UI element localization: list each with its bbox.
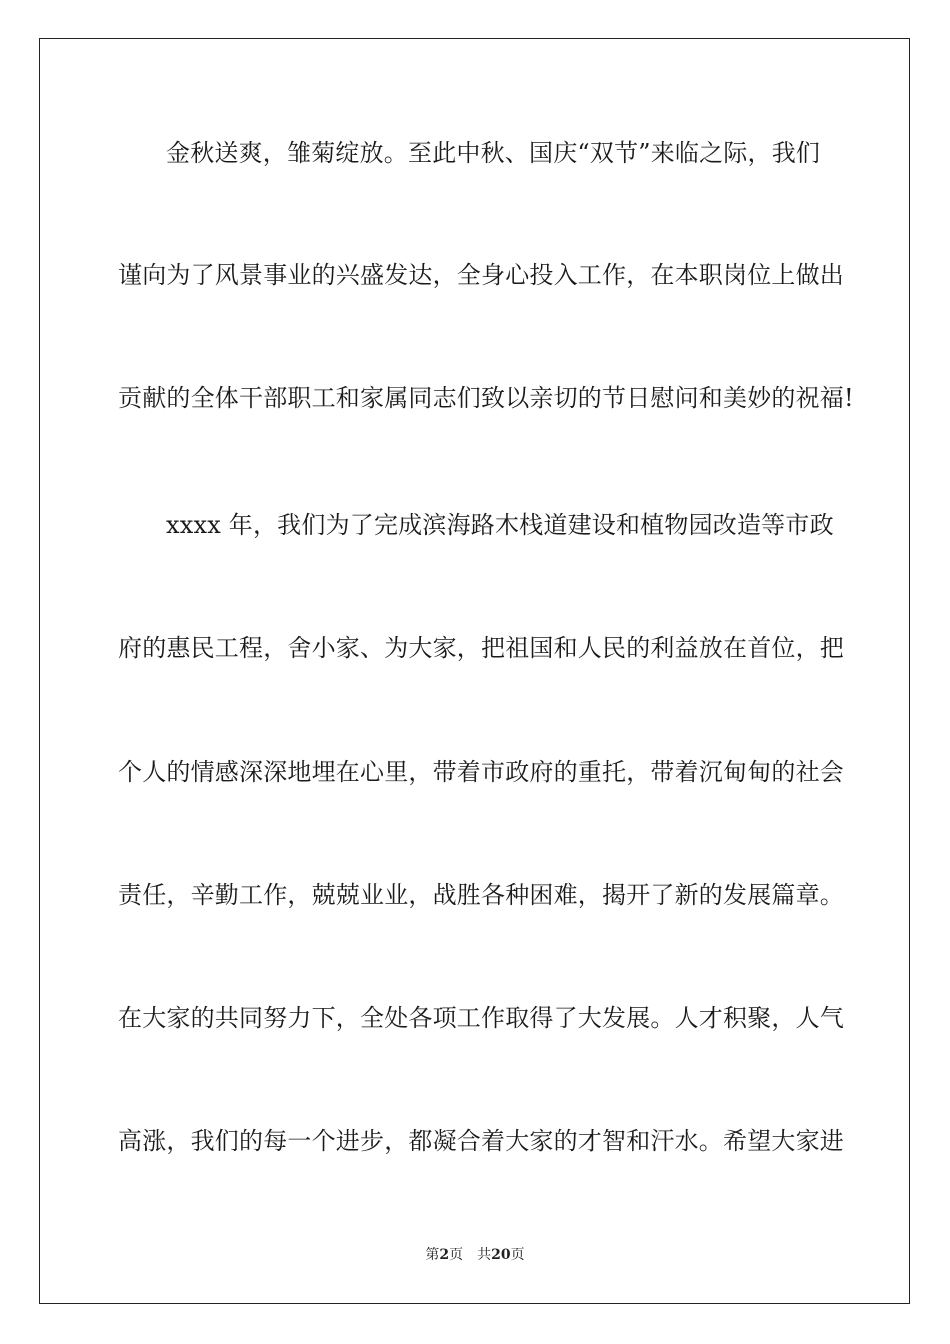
paragraph-2-line-2: 府的惠民工程，舍小家、为大家，把祖国和人民的利益放在首位，把 bbox=[118, 634, 844, 662]
footer-suffix: 页 bbox=[510, 1247, 525, 1263]
paragraph-1-line-1: 金秋送爽，雏菊绽放。至此中秋、国庆“双节”来临之际，我们 bbox=[166, 139, 821, 167]
paragraph-2-line-1: xxxx 年，我们为了完成滨海路木栈道建设和植物园改造等市政 bbox=[166, 511, 834, 539]
page-footer bbox=[0, 1246, 950, 1264]
footer-page-total: 20 bbox=[491, 1247, 511, 1263]
footer-mid: 页 共 bbox=[449, 1247, 492, 1263]
paragraph-2-line-4: 责任，辛勤工作，兢兢业业，战胜各种困难，揭开了新的发展篇章。 bbox=[118, 881, 844, 909]
paragraph-1-line-3: 贡献的全体干部职工和家属同志们致以亲切的节日慰问和美妙的祝福! bbox=[118, 384, 854, 412]
footer-page-current: 2 bbox=[439, 1247, 450, 1263]
paragraph-2-line-6: 高涨，我们的每一个进步，都凝合着大家的才智和汗水。希望大家进 bbox=[118, 1127, 844, 1155]
paragraph-1-line-2: 谨向为了风景事业的兴盛发达，全身心投入工作，在本职岗位上做出 bbox=[118, 261, 844, 289]
footer-prefix: 第 bbox=[425, 1247, 440, 1263]
page-border bbox=[39, 38, 910, 1304]
paragraph-2-line-5: 在大家的共同努力下，全处各项工作取得了大发展。人才积聚，人气 bbox=[118, 1004, 844, 1032]
paragraph-2-line-3: 个人的情感深深地埋在心里，带着市政府的重托，带着沉甸甸的社会 bbox=[118, 758, 844, 786]
